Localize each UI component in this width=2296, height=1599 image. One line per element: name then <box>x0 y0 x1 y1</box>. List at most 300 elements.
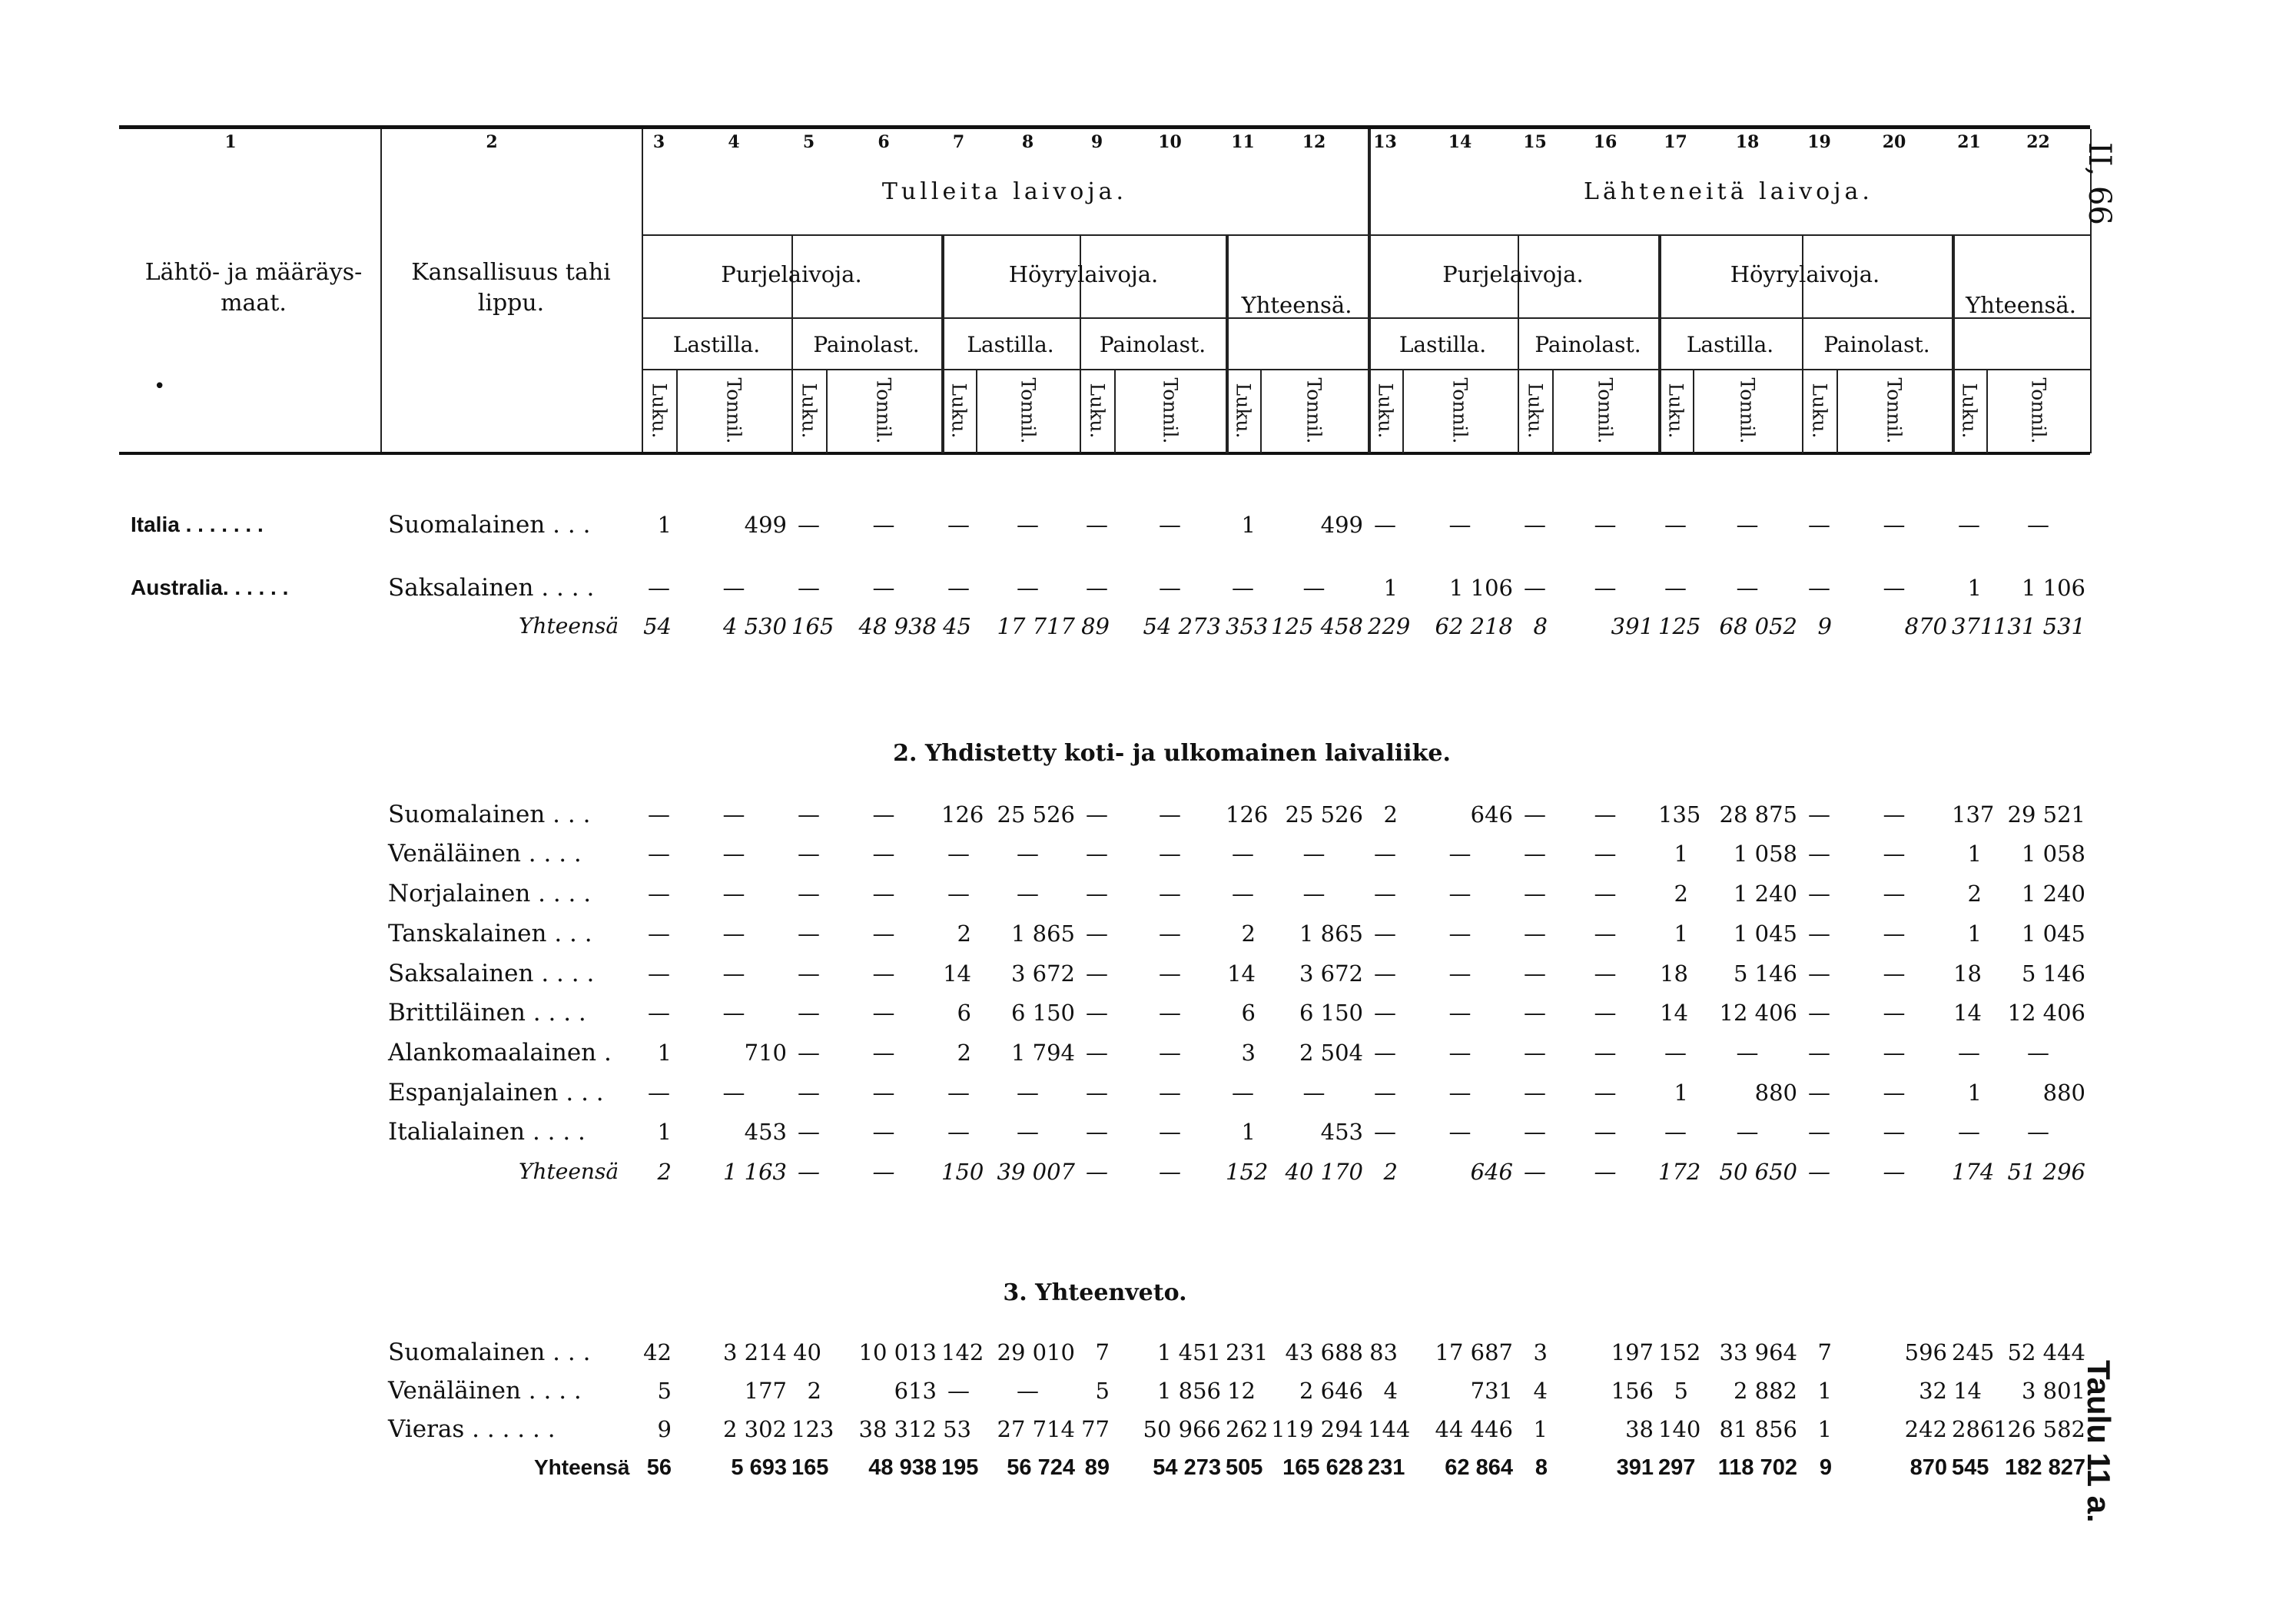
tons-header: Tonnil. <box>1302 377 1326 444</box>
count-cell: — <box>648 801 670 828</box>
count-cell: — <box>1374 1119 1396 1145</box>
column-number: 2 <box>486 132 498 152</box>
column-rule <box>1402 369 1404 453</box>
count-cell: — <box>1374 841 1396 867</box>
tons-cell: — <box>1302 1080 1326 1106</box>
tons-cell: — <box>1594 921 1617 947</box>
count-cell: — <box>1808 921 1830 947</box>
tons-header: Tonnil. <box>1594 377 1617 444</box>
column-number: 3 <box>652 132 665 152</box>
count-cell: — <box>798 841 820 867</box>
table-row <box>119 1333 2090 1372</box>
tons-cell: 453 <box>1320 1119 1363 1145</box>
tons-cell: 5 146 <box>1733 960 1797 987</box>
count-cell: — <box>1808 881 1830 907</box>
tons-cell: — <box>1302 881 1326 907</box>
tons-cell: 1 106 <box>1448 575 1513 601</box>
tons-cell: 391 <box>1616 1455 1654 1480</box>
count-cell: 1 <box>1383 575 1398 601</box>
count-cell: 1 <box>1674 1080 1688 1106</box>
count-cell: 150 <box>941 1159 984 1185</box>
column-number: 16 <box>1593 132 1617 152</box>
count-cell: 3 <box>1533 1339 1548 1365</box>
tons-cell: 48 938 <box>868 1455 937 1480</box>
count-cell: — <box>1808 841 1830 867</box>
count-cell: — <box>1524 512 1546 538</box>
tons-cell: 731 <box>1470 1378 1513 1404</box>
count-cell: — <box>1524 801 1546 828</box>
count-cell: 2 <box>1967 881 1982 907</box>
count-cell: 1 <box>1817 1378 1832 1404</box>
count-cell: — <box>1232 881 1254 907</box>
tons-cell: 131 531 <box>1993 613 2085 639</box>
nationality-label: Tanskalainen . . . <box>388 920 592 947</box>
count-cell: — <box>1524 1119 1546 1145</box>
count-cell: — <box>1086 921 1108 947</box>
column-rule <box>1226 234 1229 453</box>
tons-cell: — <box>1594 841 1617 867</box>
count-cell: — <box>1524 881 1546 907</box>
tons-cell: 646 <box>1470 801 1513 828</box>
table-row <box>119 834 2090 873</box>
count-cell: — <box>1374 881 1396 907</box>
count-cell: 371 <box>1952 613 1995 639</box>
count-header: Luku. <box>1374 383 1396 439</box>
count-cell: 174 <box>1952 1159 1995 1185</box>
count-cell: 286 <box>1952 1416 1995 1442</box>
count-cell: 9 <box>1819 1455 1832 1480</box>
tons-cell: 3 672 <box>1010 960 1075 987</box>
nationality-label: Italialainen . . . . <box>388 1118 586 1146</box>
count-cell: 2 <box>807 1378 821 1404</box>
count-cell: — <box>1808 1040 1830 1066</box>
tons-header: Tonnil. <box>722 377 745 444</box>
tons-cell: — <box>1883 841 1906 867</box>
page-reference: II, 66 <box>2082 142 2117 225</box>
count-cell: 505 <box>1226 1455 1263 1480</box>
tons-cell: — <box>1883 1159 1906 1185</box>
table-row <box>119 954 2090 993</box>
column-number: 11 <box>1231 132 1255 152</box>
tons-cell: 54 273 <box>1143 613 1221 639</box>
count-cell: 135 <box>1658 801 1701 828</box>
tons-cell: 1 058 <box>1733 841 1797 867</box>
tons-header: Tonnil. <box>1736 377 1759 444</box>
bullet-mark: • <box>154 375 166 398</box>
count-cell: — <box>1374 1080 1396 1106</box>
column-rule <box>1552 369 1554 453</box>
tons-cell: 33 964 <box>1719 1339 1797 1365</box>
count-cell: — <box>1524 960 1546 987</box>
count-cell: 1 <box>1241 512 1256 538</box>
count-cell: — <box>1374 512 1396 538</box>
column-rule <box>380 129 382 452</box>
nationality-label: Suomalainen . . . <box>388 801 591 828</box>
laden-header: Lastilla. <box>1399 332 1487 357</box>
tons-cell: — <box>1594 881 1617 907</box>
tons-cell: 2 882 <box>1733 1378 1797 1404</box>
departed-title: Lähteneitä laivoja. <box>1584 178 1873 205</box>
arrived-title: Tulleita laivoja. <box>881 178 1128 205</box>
column-rule <box>1952 234 1955 453</box>
tons-cell: — <box>1159 512 1181 538</box>
tons-cell: — <box>2027 512 2049 538</box>
tons-cell: — <box>1017 575 1039 601</box>
count-cell: — <box>798 1000 820 1026</box>
tons-cell: 52 444 <box>2007 1339 2085 1365</box>
count-cell: 1 <box>1967 575 1982 601</box>
count-cell: 2 <box>1241 921 1256 947</box>
count-cell: 89 <box>1084 1455 1110 1480</box>
tons-cell: 1 865 <box>1010 921 1075 947</box>
steam-header: Höyrylaivoja. <box>1008 261 1159 287</box>
tons-cell: — <box>722 801 745 828</box>
count-cell: — <box>798 512 820 538</box>
count-cell: — <box>1664 512 1687 538</box>
tons-cell: 44 446 <box>1435 1416 1513 1442</box>
section3-title: 3. Yhteenveto. <box>1003 1279 1187 1306</box>
tons-cell: 156 <box>1611 1378 1654 1404</box>
column-number: 9 <box>1090 132 1103 152</box>
count-cell: — <box>1664 1040 1687 1066</box>
tons-cell: 27 714 <box>997 1416 1075 1442</box>
tons-cell: — <box>1017 841 1039 867</box>
count-cell: — <box>1086 1000 1108 1026</box>
count-cell: 14 <box>1953 1378 1982 1404</box>
tons-cell: 391 <box>1611 613 1654 639</box>
count-cell: — <box>1808 575 1830 601</box>
top-rule <box>119 125 2090 129</box>
count-cell: — <box>947 1119 970 1145</box>
count-cell: — <box>1524 1159 1546 1185</box>
tons-cell: 56 724 <box>1007 1455 1075 1480</box>
nationality-label: Venäläinen . . . . <box>388 840 582 868</box>
count-cell: — <box>798 801 820 828</box>
nationality-label: Vieras . . . . . . <box>388 1415 556 1443</box>
tons-cell: 62 864 <box>1445 1455 1513 1480</box>
col2-header: Kansallisuus tahi lippu. <box>411 259 611 317</box>
count-cell: 8 <box>1535 1455 1548 1480</box>
tons-cell: — <box>1302 841 1326 867</box>
nationality-label: Saksalainen . . . . <box>388 574 595 602</box>
count-cell: 1 <box>1533 1416 1548 1442</box>
tons-cell: — <box>1448 1119 1471 1145</box>
count-cell: 172 <box>1658 1159 1701 1185</box>
tons-cell: — <box>2027 1119 2049 1145</box>
count-cell: 5 <box>1674 1378 1688 1404</box>
tons-cell: 10 013 <box>858 1339 937 1365</box>
column-number: 18 <box>1735 132 1760 152</box>
count-cell: 195 <box>941 1455 979 1480</box>
ballast-header: Painolast. <box>1823 332 1930 357</box>
sail-header: Purjelaivoja. <box>721 261 862 287</box>
count-cell: — <box>798 1080 820 1106</box>
count-cell: 6 <box>1241 1000 1256 1026</box>
tons-cell: — <box>1448 841 1471 867</box>
column-rule <box>676 369 678 453</box>
count-cell: 54 <box>643 613 672 639</box>
tons-cell: 1 045 <box>2021 921 2085 947</box>
count-cell: — <box>798 921 820 947</box>
count-cell: — <box>1232 841 1254 867</box>
count-cell: 545 <box>1952 1455 1989 1480</box>
count-cell: 1 <box>657 1040 672 1066</box>
column-number: 20 <box>1882 132 1906 152</box>
count-cell: — <box>1808 1119 1830 1145</box>
count-cell: — <box>1524 841 1546 867</box>
count-cell: — <box>648 881 670 907</box>
tons-cell: 3 801 <box>2021 1378 2085 1404</box>
count-cell: — <box>1232 575 1254 601</box>
tons-cell: 12 406 <box>1719 1000 1797 1026</box>
col1-header: Lähtö- ja määräys-maat. <box>144 259 363 317</box>
table-row <box>119 874 2090 913</box>
tons-cell: 2 302 <box>722 1416 787 1442</box>
count-cell: — <box>648 921 670 947</box>
tons-cell: 1 240 <box>1733 881 1797 907</box>
tons-cell: — <box>1159 575 1181 601</box>
count-cell: — <box>947 1080 970 1106</box>
count-cell: — <box>1808 801 1830 828</box>
tons-cell: 17 717 <box>997 613 1075 639</box>
count-cell: 165 <box>791 613 834 639</box>
tons-cell: — <box>722 841 745 867</box>
tons-cell: 1 856 <box>1156 1378 1221 1404</box>
count-cell: — <box>1086 881 1108 907</box>
column-rule <box>1693 369 1694 453</box>
tons-cell: — <box>1159 960 1181 987</box>
count-cell: 144 <box>1368 1416 1411 1442</box>
total-row <box>119 1153 2090 1191</box>
tons-header: Tonnil. <box>872 377 895 444</box>
column-rule <box>1836 369 1838 453</box>
column-rule <box>1260 369 1262 453</box>
nationality-label: Alankomaalainen . <box>388 1039 612 1067</box>
count-cell: 152 <box>1658 1339 1701 1365</box>
tons-cell: 54 273 <box>1153 1455 1221 1480</box>
count-cell: 1 <box>1967 921 1982 947</box>
count-cell: — <box>1664 575 1687 601</box>
tons-cell: — <box>1736 575 1759 601</box>
tons-cell: — <box>1736 1040 1759 1066</box>
count-cell: — <box>798 1159 820 1185</box>
count-cell: 14 <box>943 960 971 987</box>
column-number: 5 <box>802 132 815 152</box>
count-cell: 231 <box>1368 1455 1405 1480</box>
tons-cell: 596 <box>1904 1339 1947 1365</box>
tons-cell: — <box>872 512 895 538</box>
count-cell: 142 <box>941 1339 984 1365</box>
count-cell: 5 <box>657 1378 672 1404</box>
tons-cell: — <box>1883 1080 1906 1106</box>
count-cell: — <box>947 1378 970 1404</box>
tons-cell: 6 150 <box>1299 1000 1363 1026</box>
count-cell: 14 <box>1660 1000 1688 1026</box>
tons-cell: — <box>1594 1040 1617 1066</box>
count-cell: — <box>947 841 970 867</box>
body-rule <box>119 452 2090 455</box>
count-cell: — <box>1524 575 1546 601</box>
tons-cell: 5 146 <box>2021 960 2085 987</box>
count-cell: — <box>1808 1159 1830 1185</box>
count-cell: — <box>947 881 970 907</box>
nationality-label: Suomalainen . . . <box>388 511 591 539</box>
count-cell: — <box>798 960 820 987</box>
country-label: Australia. . . . . . <box>131 576 289 599</box>
column-number: 8 <box>1021 132 1034 152</box>
tons-cell: 29 521 <box>2007 801 2085 828</box>
tons-cell: — <box>1883 1119 1906 1145</box>
tons-cell: — <box>1594 1159 1617 1185</box>
tons-cell: 1 794 <box>1010 1040 1075 1066</box>
steam-header: Höyrylaivoja. <box>1730 261 1880 287</box>
tons-cell: — <box>722 921 745 947</box>
tons-cell: — <box>1159 881 1181 907</box>
tons-cell: 165 628 <box>1282 1455 1363 1480</box>
tons-cell: 68 052 <box>1719 613 1797 639</box>
count-cell: — <box>1524 1080 1546 1106</box>
count-cell: — <box>798 1040 820 1066</box>
count-cell: 2 <box>957 1040 971 1066</box>
tons-cell: 38 <box>1625 1416 1654 1442</box>
total-label: Yhteensä <box>519 613 619 639</box>
header-divider <box>642 234 2090 236</box>
count-header: Luku. <box>798 383 820 439</box>
tons-cell: — <box>1736 512 1759 538</box>
section2-title: 2. Yhdistetty koti- ja ulkomainen laivaliike. <box>893 740 1451 767</box>
ballast-header: Painolast. <box>1099 332 1206 357</box>
count-cell: 7 <box>1817 1339 1832 1365</box>
table-row <box>119 1410 2090 1448</box>
count-cell: 231 <box>1226 1339 1269 1365</box>
tons-cell: 710 <box>744 1040 787 1066</box>
total-label: Yhteensä <box>519 1159 619 1184</box>
tons-cell: — <box>1448 921 1471 947</box>
count-cell: 9 <box>1817 613 1832 639</box>
column-number: 10 <box>1158 132 1182 152</box>
tons-cell: 1 058 <box>2021 841 2085 867</box>
tons-cell: 880 <box>1754 1080 1797 1106</box>
tons-cell: — <box>872 960 895 987</box>
count-cell: 123 <box>791 1416 834 1442</box>
tons-cell: 1 240 <box>2021 881 2085 907</box>
count-cell: — <box>648 1000 670 1026</box>
count-cell: — <box>1086 1119 1108 1145</box>
tons-cell: — <box>1017 1080 1039 1106</box>
tons-cell: — <box>722 575 745 601</box>
tons-cell: 25 526 <box>997 801 1075 828</box>
count-cell: 3 <box>1241 1040 1256 1066</box>
column-number: 19 <box>1807 132 1831 152</box>
tons-cell: — <box>1736 1119 1759 1145</box>
tons-cell: — <box>872 1119 895 1145</box>
count-cell: 125 <box>1658 613 1701 639</box>
tons-header: Tonnil. <box>2027 377 2049 444</box>
tons-cell: — <box>1594 1080 1617 1106</box>
tons-cell: 6 150 <box>1010 1000 1075 1026</box>
nationality-label: Espanjalainen . . . <box>388 1079 604 1106</box>
column-number: 14 <box>1448 132 1472 152</box>
count-header: Luku. <box>648 383 670 439</box>
tons-cell: 1 045 <box>1733 921 1797 947</box>
tons-cell: 126 582 <box>1993 1416 2085 1442</box>
count-cell: — <box>1374 1000 1396 1026</box>
count-cell: — <box>1958 1040 1980 1066</box>
count-cell: — <box>648 575 670 601</box>
tons-cell: 50 650 <box>1719 1159 1797 1185</box>
tons-cell: — <box>1883 921 1906 947</box>
count-cell: — <box>648 960 670 987</box>
tons-header: Tonnil. <box>1017 377 1039 444</box>
nationality-label: Venäläinen . . . . <box>388 1377 582 1405</box>
count-header: Luku. <box>1808 383 1830 439</box>
tons-cell: 870 <box>1909 1455 1947 1480</box>
table-row <box>119 1113 2090 1151</box>
tons-cell: — <box>1448 960 1471 987</box>
count-cell: — <box>1958 1119 1980 1145</box>
column-number: 7 <box>952 132 965 152</box>
count-cell: — <box>1524 1040 1546 1066</box>
tons-cell: — <box>872 841 895 867</box>
count-cell: — <box>648 841 670 867</box>
total-label: Yhteensä <box>534 1455 630 1479</box>
count-header: Luku. <box>1524 383 1546 439</box>
count-cell: 89 <box>1081 613 1110 639</box>
count-cell: 2 <box>657 1159 672 1185</box>
column-number: 1 <box>224 132 237 152</box>
count-cell: 1 <box>657 1119 672 1145</box>
tons-cell: — <box>1594 1119 1617 1145</box>
count-cell: — <box>1808 1000 1830 1026</box>
count-cell: — <box>1958 512 1980 538</box>
table-row <box>119 569 2090 607</box>
laden-header: Lastilla. <box>1686 332 1774 357</box>
count-cell: 262 <box>1226 1416 1269 1442</box>
count-cell: 229 <box>1368 613 1411 639</box>
table-row <box>119 914 2090 953</box>
count-cell: — <box>1808 1080 1830 1106</box>
count-cell: — <box>1808 512 1830 538</box>
count-cell: 4 <box>1383 1378 1398 1404</box>
column-rule <box>826 369 828 453</box>
count-cell: — <box>1086 1080 1108 1106</box>
total-row <box>119 607 2090 645</box>
tons-cell: 177 <box>744 1378 787 1404</box>
count-cell: 6 <box>957 1000 971 1026</box>
column-rule <box>1986 369 1988 453</box>
count-cell: 1 <box>1241 1119 1256 1145</box>
tons-cell: 38 312 <box>858 1416 937 1442</box>
total-row <box>119 1448 2090 1487</box>
tons-header: Tonnil. <box>1448 377 1471 444</box>
tons-cell: — <box>1159 841 1181 867</box>
count-cell: 2 <box>1674 881 1688 907</box>
tons-cell: — <box>1883 960 1906 987</box>
count-cell: 353 <box>1226 613 1269 639</box>
count-cell: 126 <box>941 801 984 828</box>
table-row <box>119 506 2090 544</box>
count-cell: 40 <box>793 1339 821 1365</box>
tons-cell: 125 458 <box>1271 613 1363 639</box>
tons-cell: 242 <box>1904 1416 1947 1442</box>
tons-cell: — <box>872 1159 895 1185</box>
tons-cell: 32 <box>1919 1378 1947 1404</box>
count-header: Luku. <box>1664 383 1687 439</box>
tons-cell: 28 875 <box>1719 801 1797 828</box>
count-cell: 152 <box>1226 1159 1269 1185</box>
tons-cell: 43 688 <box>1285 1339 1363 1365</box>
tons-cell: — <box>872 921 895 947</box>
